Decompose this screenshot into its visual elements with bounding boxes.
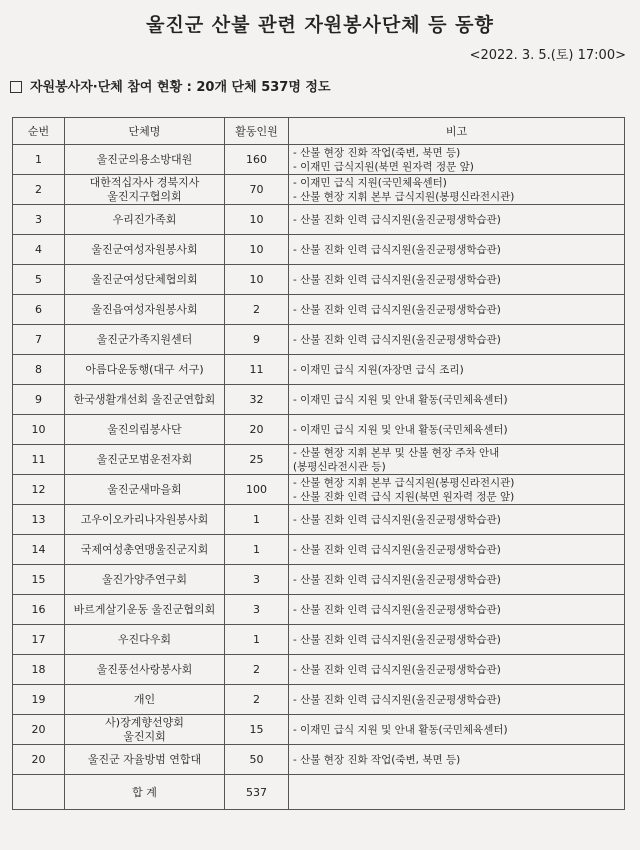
organization-name: 울진군 자율방범 연합대 xyxy=(65,745,225,775)
note-line: - 산불 진화 인력 급식지원(울진군평생학습관) xyxy=(293,303,501,316)
table-row xyxy=(13,475,625,505)
table-row xyxy=(13,625,625,655)
volunteer-count: 1 xyxy=(225,505,289,535)
note-line: - 산불 진화 인력 급식 지원(북면 원자력 정문 앞) xyxy=(293,490,515,503)
volunteer-count: 3 xyxy=(225,565,289,595)
note-line: - 산불 진화 인력 급식지원(울진군평생학습관) xyxy=(293,333,501,346)
row-number: 20 xyxy=(13,715,65,745)
volunteer-count: 2 xyxy=(225,655,289,685)
organization-name: 울진의림봉사단 xyxy=(65,415,225,445)
note-line: - 산불 진화 인력 급식지원(울진군평생학습관) xyxy=(293,273,501,286)
table-row xyxy=(13,595,625,625)
row-number: 4 xyxy=(13,235,65,265)
summary-text: 자원봉사자·단체 참여 현황 : 20개 단체 537명 정도 xyxy=(30,80,331,95)
total-label: 합 계 xyxy=(65,775,225,810)
volunteer-count: 9 xyxy=(225,325,289,355)
organization-name: 대한적십자사 경북지사 울진지구협의회 xyxy=(65,175,225,205)
note-line: - 이재민 급식 지원 및 안내 활동(국민체육센터) xyxy=(293,423,508,436)
organization-name: 울진풍선사랑봉사회 xyxy=(65,655,225,685)
note-line: - 이재민 급식지원(북면 원자력 정문 앞) xyxy=(293,160,474,173)
row-number: 9 xyxy=(13,385,65,415)
notes-cell xyxy=(289,745,625,775)
table-row xyxy=(13,715,625,745)
note-line: - 산불 진화 인력 급식지원(울진군평생학습관) xyxy=(293,243,501,256)
notes-cell xyxy=(289,265,625,295)
row-number: 5 xyxy=(13,265,65,295)
notes-cell xyxy=(289,565,625,595)
note-line: - 산불 진화 인력 급식지원(울진군평생학습관) xyxy=(293,693,501,706)
table-row xyxy=(13,205,625,235)
summary-line xyxy=(10,76,331,95)
notes-cell xyxy=(289,205,625,235)
column-header-no: 순번 xyxy=(13,118,65,145)
note-line: - 산불 진화 인력 급식지원(울진군평생학습관) xyxy=(293,573,501,586)
row-number: 6 xyxy=(13,295,65,325)
table-row xyxy=(13,325,625,355)
checkbox-square-icon xyxy=(10,81,22,93)
table-row xyxy=(13,295,625,325)
notes-cell xyxy=(289,385,625,415)
volunteer-count: 11 xyxy=(225,355,289,385)
table-row xyxy=(13,265,625,295)
volunteer-count: 10 xyxy=(225,265,289,295)
note-line: - 산불 현장 진화 작업(죽변, 북면 등) xyxy=(293,146,461,159)
note-line: - 이재민 급식 지원 및 안내 활동(국민체육센터) xyxy=(293,393,508,406)
notes-cell xyxy=(289,235,625,265)
organization-name: 울진가양주연구회 xyxy=(65,565,225,595)
organization-name: 개인 xyxy=(65,685,225,715)
table-row xyxy=(13,565,625,595)
note-line: - 산불 현장 지휘 본부 급식지원(봉평신라전시관) xyxy=(293,476,515,489)
organization-name: 한국생활개선회 울진군연합회 xyxy=(65,385,225,415)
row-number: 11 xyxy=(13,445,65,475)
row-number: 14 xyxy=(13,535,65,565)
notes-cell xyxy=(289,145,625,175)
volunteer-count: 10 xyxy=(225,235,289,265)
notes-cell xyxy=(289,625,625,655)
organization-name: 울진군여성단체협의회 xyxy=(65,265,225,295)
volunteer-count: 160 xyxy=(225,145,289,175)
note-line: - 산불 현장 진화 작업(죽변, 북면 등) xyxy=(293,753,461,766)
total-row xyxy=(13,775,625,810)
note-line: - 이재민 급식 지원(국민체육센터) xyxy=(293,176,447,189)
table-row xyxy=(13,505,625,535)
organization-name: 울진군가족지원센터 xyxy=(65,325,225,355)
notes-cell xyxy=(289,295,625,325)
table-header-row xyxy=(13,118,625,145)
organization-name: 울진군새마을회 xyxy=(65,475,225,505)
table-row xyxy=(13,355,625,385)
row-number: 20 xyxy=(13,745,65,775)
volunteer-count: 25 xyxy=(225,445,289,475)
volunteer-count: 2 xyxy=(225,295,289,325)
notes-cell xyxy=(289,355,625,385)
note-line: - 산불 진화 인력 급식지원(울진군평생학습관) xyxy=(293,513,501,526)
table-row xyxy=(13,745,625,775)
notes-cell xyxy=(289,535,625,565)
volunteer-count: 32 xyxy=(225,385,289,415)
total-count: 537 xyxy=(225,775,289,810)
row-number: 10 xyxy=(13,415,65,445)
volunteer-table xyxy=(12,117,625,810)
organization-name: 울진읍여성자원봉사회 xyxy=(65,295,225,325)
row-number: 16 xyxy=(13,595,65,625)
volunteer-count: 1 xyxy=(225,535,289,565)
volunteer-count: 3 xyxy=(225,595,289,625)
organization-name: 우리진가족회 xyxy=(65,205,225,235)
notes-cell xyxy=(289,325,625,355)
volunteer-count: 2 xyxy=(225,685,289,715)
note-line: - 산불 진화 인력 급식지원(울진군평생학습관) xyxy=(293,633,501,646)
table-row xyxy=(13,655,625,685)
row-number: 1 xyxy=(13,145,65,175)
organization-name: 우진다우회 xyxy=(65,625,225,655)
note-line: - 산불 진화 인력 급식지원(울진군평생학습관) xyxy=(293,213,501,226)
organization-name: 고우이오카리나자원봉사회 xyxy=(65,505,225,535)
notes-cell xyxy=(289,475,625,505)
row-number: 2 xyxy=(13,175,65,205)
organization-name: 사)장계향선양회 울진지회 xyxy=(65,715,225,745)
row-number: 17 xyxy=(13,625,65,655)
notes-cell xyxy=(289,685,625,715)
row-number: 12 xyxy=(13,475,65,505)
row-number: 18 xyxy=(13,655,65,685)
volunteer-count: 15 xyxy=(225,715,289,745)
notes-cell xyxy=(289,715,625,745)
column-header-name: 단체명 xyxy=(65,118,225,145)
table-row xyxy=(13,175,625,205)
organization-name: 울진군의용소방대원 xyxy=(65,145,225,175)
table-row xyxy=(13,235,625,265)
note-line: - 산불 현장 지휘 본부 및 산불 현장 주차 안내 xyxy=(293,446,500,459)
volunteer-count: 70 xyxy=(225,175,289,205)
note-line: - 산불 진화 인력 급식지원(울진군평생학습관) xyxy=(293,663,501,676)
row-number: 15 xyxy=(13,565,65,595)
organization-name: 울진군모범운전자회 xyxy=(65,445,225,475)
column-header-count: 활동인원 xyxy=(225,118,289,145)
organization-name: 국제여성총연맹울진군지회 xyxy=(65,535,225,565)
note-line: - 산불 진화 인력 급식지원(울진군평생학습관) xyxy=(293,603,501,616)
notes-cell xyxy=(289,175,625,205)
note-line: - 이재민 급식 지원 및 안내 활동(국민체육센터) xyxy=(293,723,508,736)
row-number: 8 xyxy=(13,355,65,385)
organization-name: 울진군여성자원봉사회 xyxy=(65,235,225,265)
volunteer-count: 50 xyxy=(225,745,289,775)
note-line: - 산불 진화 인력 급식지원(울진군평생학습관) xyxy=(293,543,501,556)
report-date: <2022. 3. 5.(토) 17:00> xyxy=(469,48,626,63)
total-notes-cell xyxy=(289,775,625,810)
table-body xyxy=(13,145,625,775)
volunteer-count: 100 xyxy=(225,475,289,505)
table-row xyxy=(13,535,625,565)
row-number: 13 xyxy=(13,505,65,535)
table-row xyxy=(13,145,625,175)
notes-cell xyxy=(289,445,625,475)
notes-cell xyxy=(289,505,625,535)
table-row xyxy=(13,385,625,415)
volunteer-count: 1 xyxy=(225,625,289,655)
note-line: - 이재민 급식 지원(자장면 급식 조리) xyxy=(293,363,464,376)
row-number: 19 xyxy=(13,685,65,715)
notes-cell xyxy=(289,595,625,625)
table-row xyxy=(13,445,625,475)
volunteer-count: 10 xyxy=(225,205,289,235)
row-number: 3 xyxy=(13,205,65,235)
notes-cell xyxy=(289,655,625,685)
table-row xyxy=(13,685,625,715)
total-no-cell xyxy=(13,775,65,810)
column-header-notes: 비고 xyxy=(289,118,625,145)
table-row xyxy=(13,415,625,445)
note-line: (봉평신라전시관 등) xyxy=(293,460,386,473)
organization-name: 바르게살기운동 울진군협의회 xyxy=(65,595,225,625)
row-number: 7 xyxy=(13,325,65,355)
volunteer-count: 20 xyxy=(225,415,289,445)
page-title: 울진군 산불 관련 자원봉사단체 등 동향 xyxy=(146,14,494,36)
organization-name: 아름다운동행(대구 서구) xyxy=(65,355,225,385)
note-line: - 산불 현장 지휘 본부 급식지원(봉평신라전시관) xyxy=(293,190,515,203)
notes-cell xyxy=(289,415,625,445)
